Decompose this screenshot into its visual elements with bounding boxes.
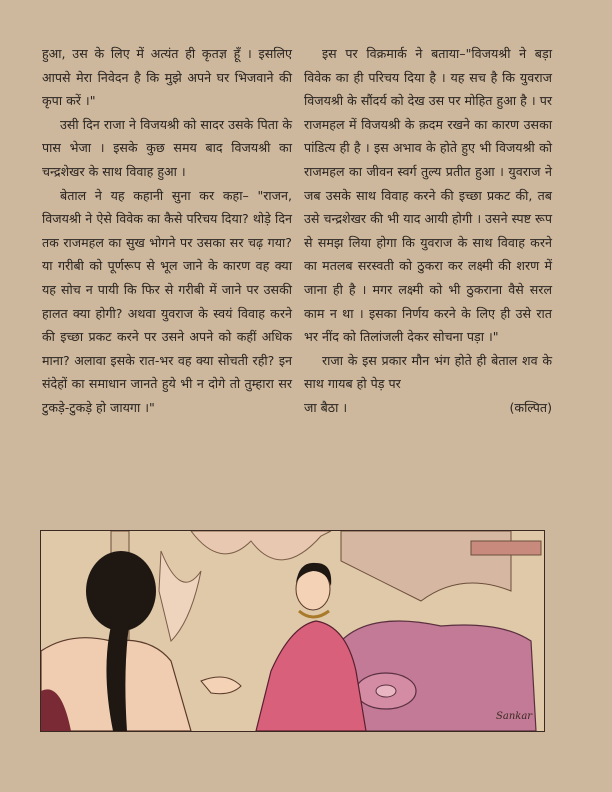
left-text-column: [42, 42, 292, 420]
decorative-valance: [471, 541, 541, 555]
artist-signature: Sankar: [496, 711, 533, 722]
paragraph-2: उसी दिन राजा ने विजयश्री को सादर उसके पिता के पास भेजा । इसके कुछ समय बाद विजयश्री का चन्द्रशेखर के साथ विवाह हुआ ।: [42, 116, 292, 179]
story-illustration: [40, 530, 545, 732]
right-text-column: [304, 42, 552, 420]
paragraph-1: हुआ, उस के लिए में अत्यंत ही कृतज्ञ हूँ । इसलिए आपसे मेरा निवेदन है कि मुझे अपने घर भिजवाने की कृपा करें ।": [42, 46, 292, 109]
story-signoff: [304, 396, 552, 420]
cushion-center: [376, 685, 396, 697]
paragraph-4: इस पर विक्रमार्क ने बताया–"विजयश्री ने बड़ा विवेक का ही परिचय दिया है । यह सच है कि युवराज विजयश्री के सौंदर्य को देख उस पर मोहित हुआ है । पर राजमहल में विजयश्री के क़दम रखने का कारण उसका पांडित्य ही है । इस अभाव के होते हुए भी विजयश्री को राजमहल का जीवन स्वर्ग तुल्य प्रतीत हुआ । युवराज ने जब उसके साथ विवाह करने की इच्छा प्रकट की, तब उसे चन्द्रशेखर की भी याद आयी होगी । उसने स्पष्ट रूप से समझ लिया होगा कि युवराज के साथ विवाह करने का मतलब सरस्वती को ठुकरा कर लक्ष्मी की शरण में जाना ही है । मगर लक्ष्मी को भी ठुकराना वैसे सरल काम न था । इसका निर्णय करने के लिए ही उसे रात भर नींद को तिलांजली देकर सोचना पड़ा ।": [304, 46, 552, 345]
illustration-art: [41, 531, 544, 731]
closing-line: जा बैठा ।: [304, 399, 348, 415]
paragraph-5: राजा के इस प्रकार मौन भंग होते ही बेताल शव के साथ गायब हो पेड़ पर: [304, 352, 552, 392]
fiction-tag: (कल्पित): [509, 399, 552, 415]
foreground-woman-head: [86, 551, 156, 631]
paragraph-3: बेताल ने यह कहानी सुना कर कहा– "राजन, विजयश्री ने ऐसे विवेक का कैसे परिचय दिया? थोड़े दिन तक राजमहल का सुख भोगने पर उसका सर चढ़ गया? या गरीबी को पूर्णरूप से भूल जाने के कारण वह क्या यह सोच न पायी कि फिर से गरीबी में जाने पर उसकी हालत क्या होगी? अथवा युवराज के स्वयं विवाह करने की इच्छा प्रकट करने पर उसने अपने को कहीं अधिक माना? अलावा इसके रात-भर वह क्या सोचती रही? इन संदेहों का समाधान जानते हुये भी न दोगे तो तुम्हारा सर टुकड़े-टुकड़े हो जायगा ।": [42, 187, 292, 415]
